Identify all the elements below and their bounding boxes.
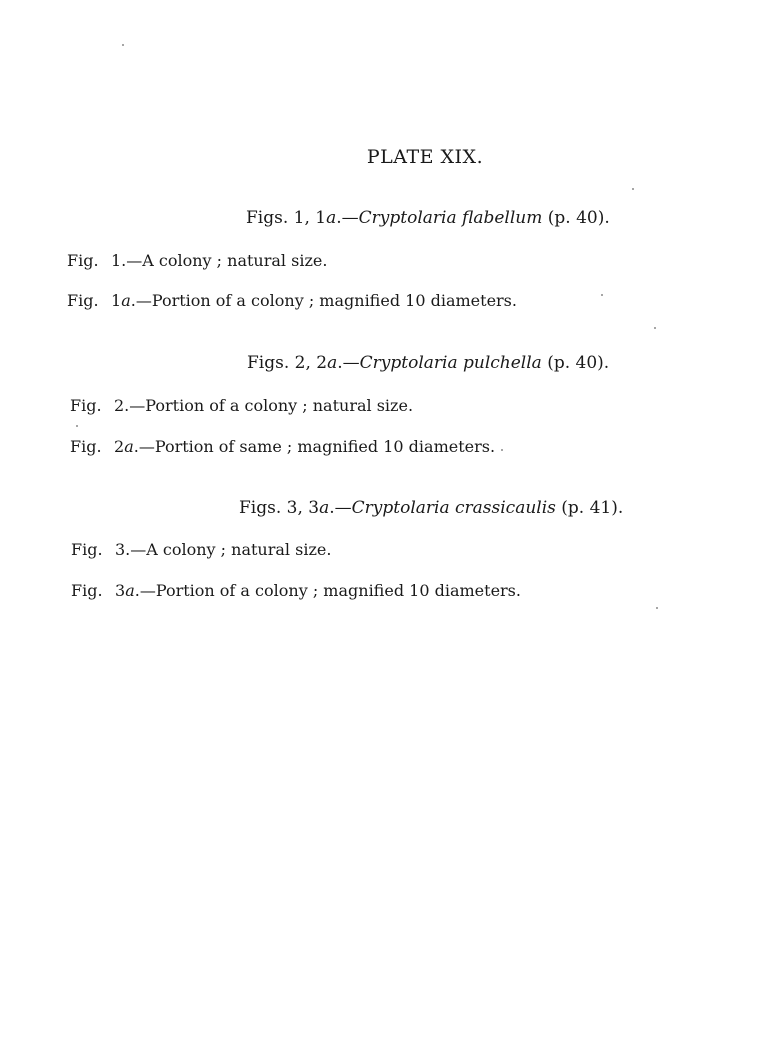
- figure-description: —A colony ; natural size.: [126, 251, 328, 270]
- figure-letter: a: [124, 437, 134, 456]
- scan-speck: [501, 449, 503, 451]
- figure-number: 3: [115, 581, 126, 600]
- scan-speck: [601, 294, 603, 296]
- figure-caption-2a: [70, 437, 495, 456]
- group-heading-letter: a: [319, 498, 330, 518]
- figure-number: 2.: [114, 396, 130, 415]
- page-reference: (p. 40).: [542, 208, 610, 228]
- figure-label: Fig.: [70, 437, 102, 456]
- figure-label: Fig.: [67, 291, 99, 310]
- figure-description: .—Portion of a colony ; magnified 10 diameters.: [134, 581, 521, 600]
- figure-caption-1a: [67, 291, 517, 310]
- figure-description: .—Portion of a colony ; magnified 10 diameters.: [130, 291, 517, 310]
- group-heading-dash: .—: [336, 208, 359, 228]
- group-heading-2: [247, 353, 609, 373]
- group-heading-dash: .—: [329, 498, 352, 518]
- group-heading-prefix: Figs. 1, 1: [246, 208, 327, 228]
- group-heading-prefix: Figs. 2, 2: [247, 353, 328, 373]
- group-heading-prefix: Figs. 3, 3: [239, 498, 320, 518]
- scan-speck: [656, 607, 658, 609]
- figure-number: 1: [111, 291, 122, 310]
- figure-label: Fig.: [67, 251, 99, 270]
- figure-number: 2: [114, 437, 125, 456]
- figure-label: Fig.: [71, 540, 103, 559]
- scan-speck: [654, 327, 656, 329]
- group-heading-3: [239, 498, 623, 518]
- page-reference: (p. 41).: [555, 498, 624, 518]
- figure-caption-3: [71, 540, 331, 559]
- plate-title: PLATE XIX.: [366, 146, 484, 168]
- figure-caption-3a: [71, 581, 521, 600]
- group-heading-dash: .—: [337, 353, 360, 373]
- scan-speck: [122, 44, 124, 46]
- figure-letter: a: [125, 581, 135, 600]
- scan-speck: [632, 188, 634, 190]
- figure-label: Fig.: [70, 396, 102, 415]
- species-name: Cryptolaria crassicaulis: [351, 498, 556, 518]
- figure-letter: a: [121, 291, 131, 310]
- species-name: Cryptolaria flabellum: [358, 208, 543, 228]
- scan-speck: [76, 425, 78, 427]
- figure-description: —Portion of a colony ; natural size.: [129, 396, 414, 415]
- page-reference: (p. 40).: [541, 353, 610, 373]
- figure-description: .—Portion of same ; magnified 10 diameters.: [133, 437, 496, 456]
- group-heading-letter: a: [326, 208, 337, 228]
- group-heading-1: [246, 208, 610, 228]
- figure-caption-2: [70, 396, 413, 415]
- species-name: Cryptolaria pulchella: [359, 353, 542, 373]
- figure-label: Fig.: [71, 581, 103, 600]
- figure-number: 1.: [111, 251, 127, 270]
- figure-number: 3.: [115, 540, 131, 559]
- group-heading-letter: a: [327, 353, 338, 373]
- figure-description: —A colony ; natural size.: [130, 540, 332, 559]
- figure-caption-1: [67, 251, 327, 270]
